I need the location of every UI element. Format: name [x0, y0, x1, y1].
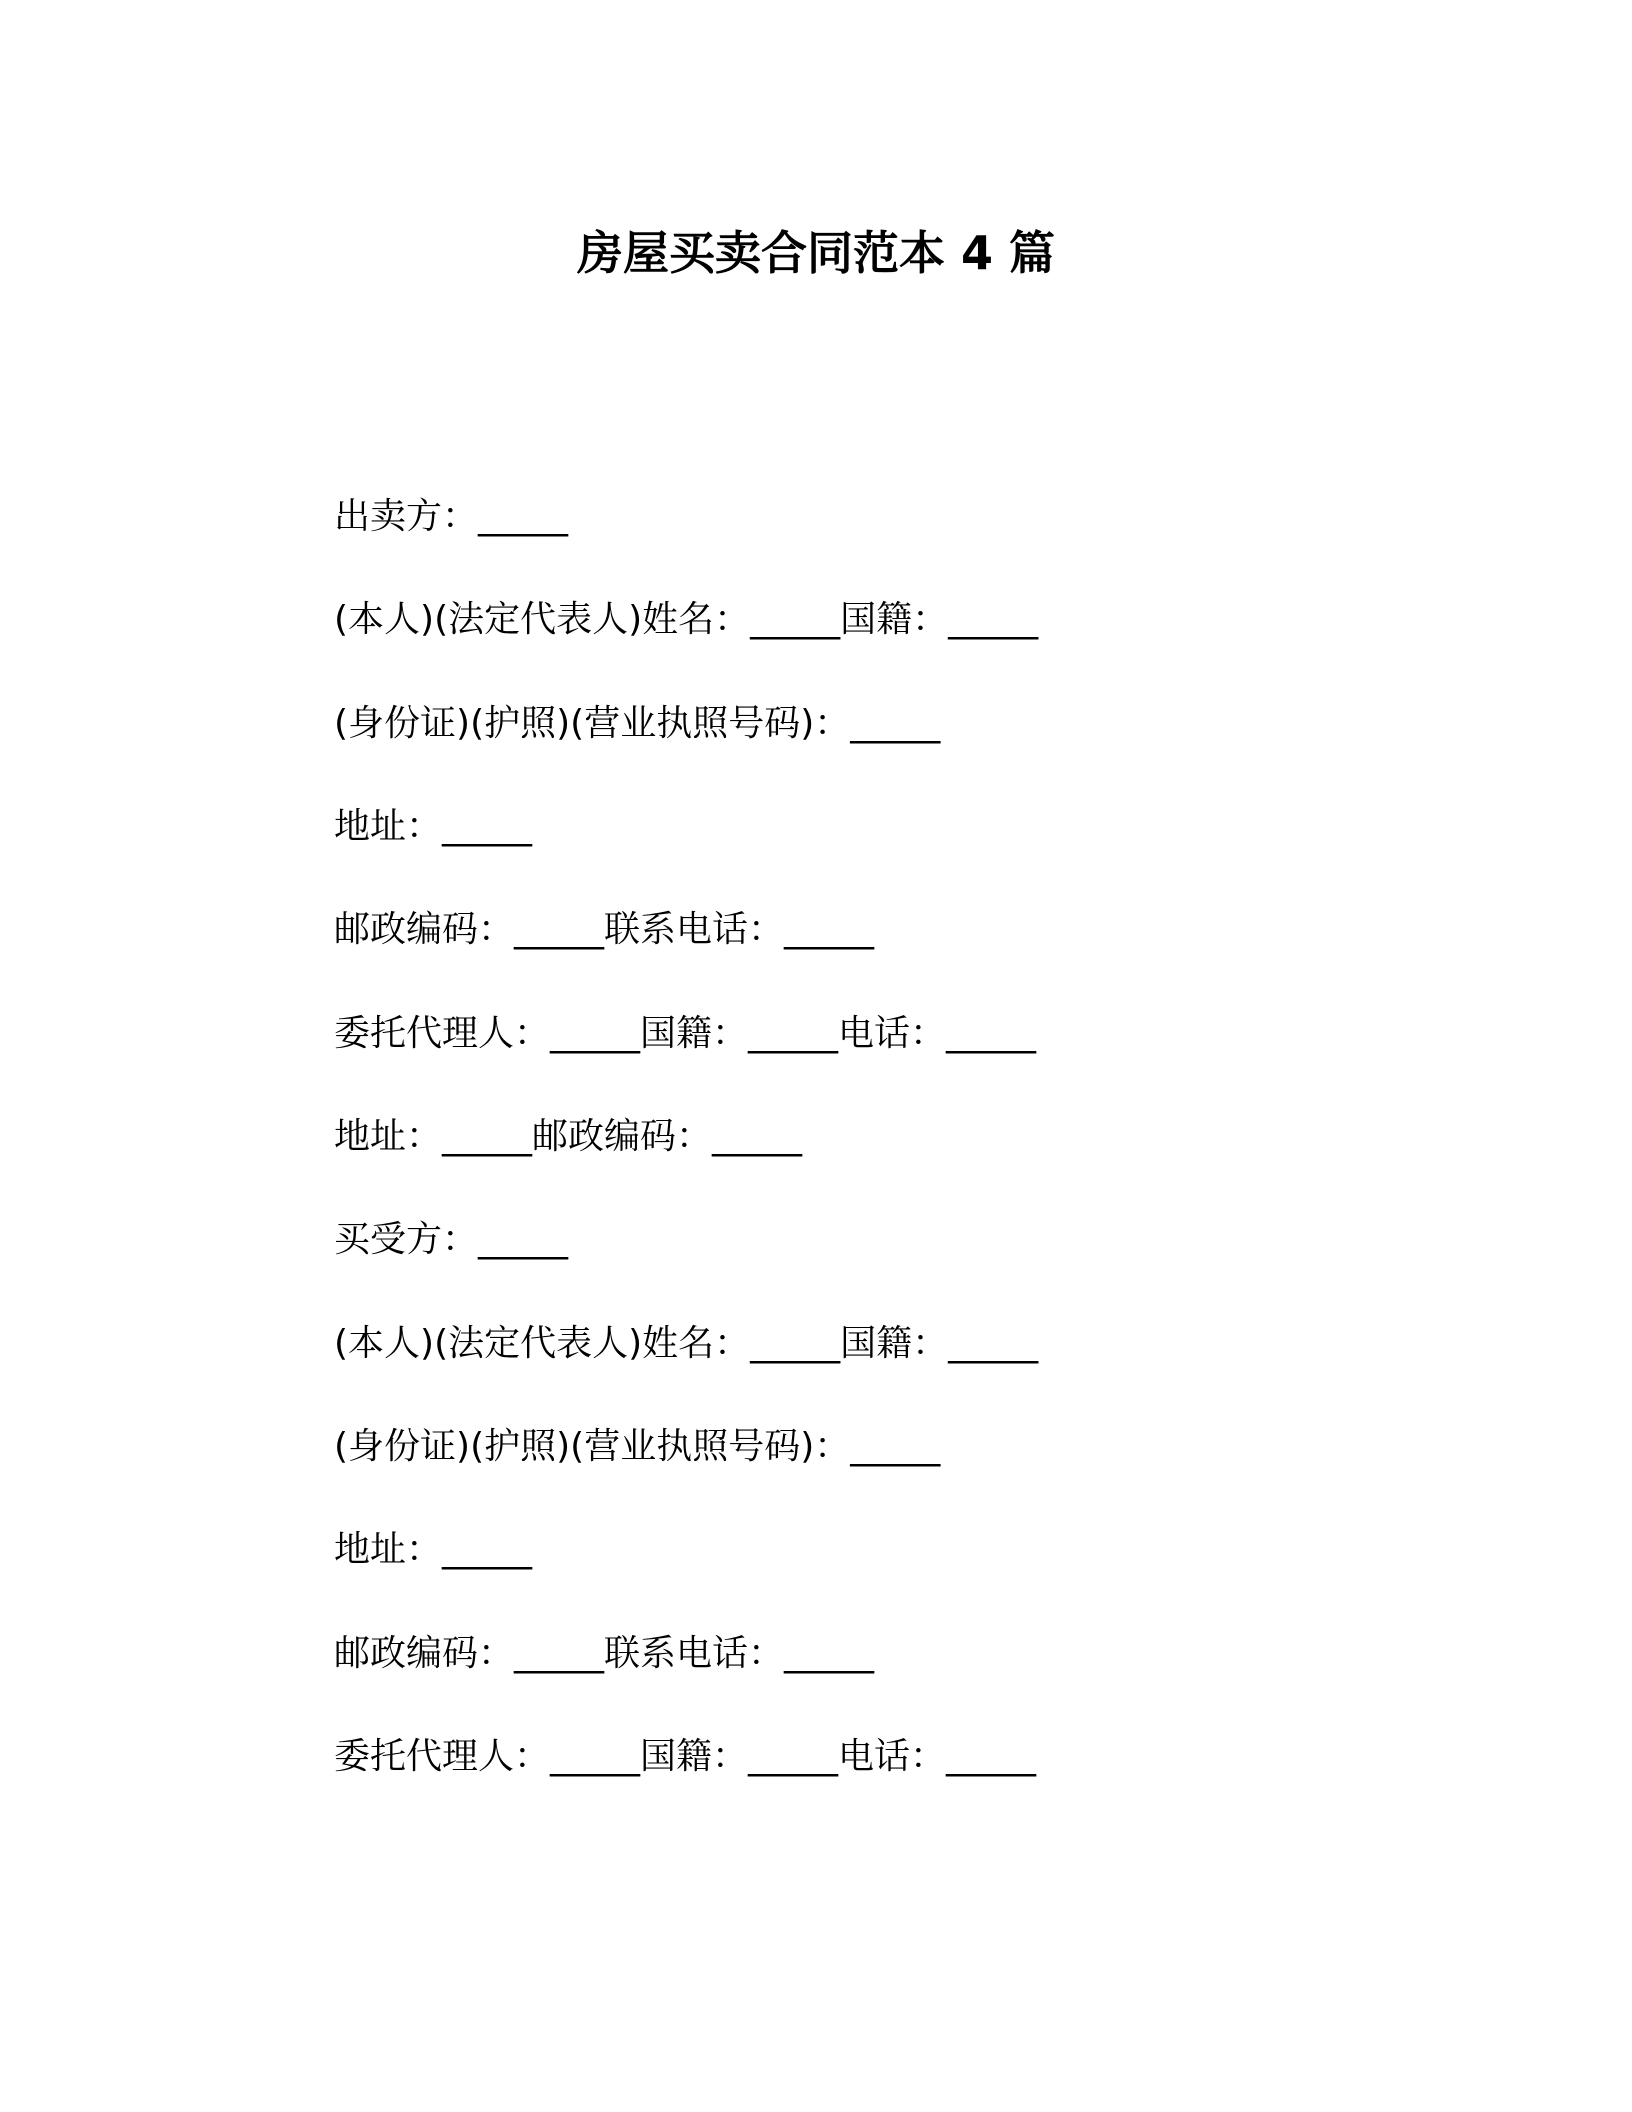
seller-id-line: (身份证)(护照)(营业执照号码)：_____ [334, 703, 941, 744]
buyer-name-nationality-line: (本人)(法定代表人)姓名：_____国籍：_____ [334, 1323, 1039, 1364]
seller-agent-address-line: 地址：_____邮政编码：_____ [334, 1116, 803, 1157]
seller-name-nationality-line: (本人)(法定代表人)姓名：_____国籍：_____ [334, 599, 1039, 640]
buyer-id-line: (身份证)(护照)(营业执照号码)：_____ [334, 1426, 941, 1467]
buyer-postcode-phone-line: 邮政编码：_____联系电话：_____ [334, 1633, 875, 1674]
seller-line: 出卖方：_____ [334, 496, 569, 537]
seller-address-line: 地址：_____ [334, 806, 533, 847]
buyer-agent-line: 委托代理人：_____国籍：_____电话：_____ [334, 1736, 1037, 1777]
seller-postcode-phone-line: 邮政编码：_____联系电话：_____ [334, 909, 875, 950]
seller-agent-line: 委托代理人：_____国籍：_____电话：_____ [334, 1013, 1037, 1054]
buyer-address-line: 地址：_____ [334, 1529, 533, 1570]
document-title: 房屋买卖合同范本 4 篇 [576, 226, 1056, 280]
buyer-line: 买受方：_____ [334, 1219, 569, 1260]
